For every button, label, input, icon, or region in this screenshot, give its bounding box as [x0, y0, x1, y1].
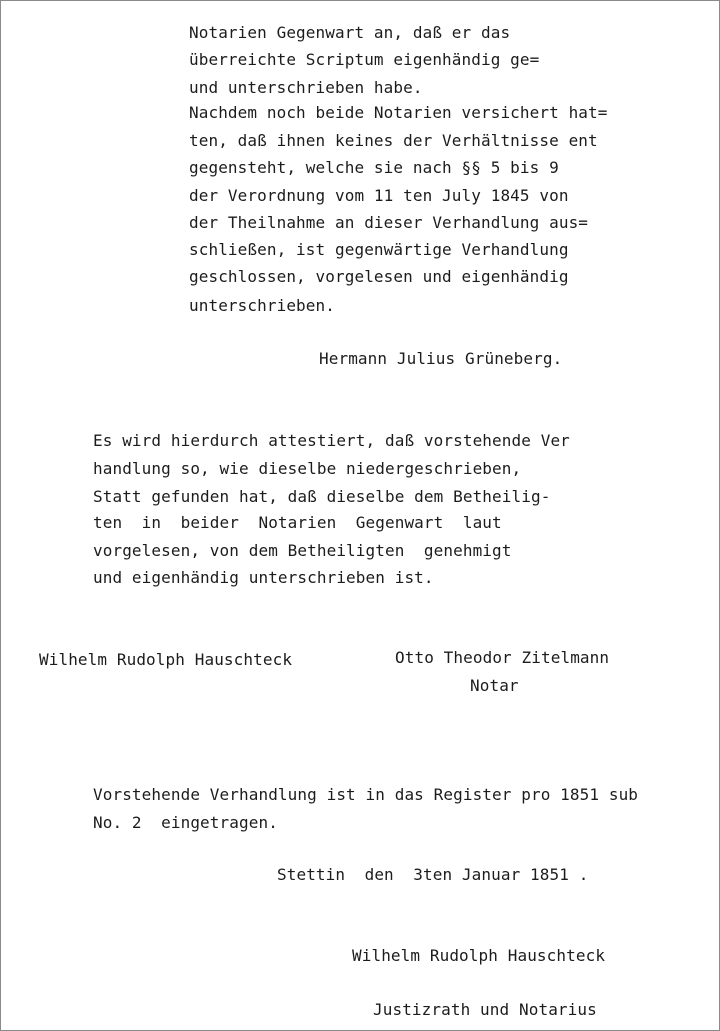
- paragraph1-line-1: Notarien Gegenwart an, daß er das: [189, 23, 511, 42]
- paragraph1-line-7: der Verordnung vom 11 ten July 1845 von: [189, 186, 569, 205]
- signature-hauschteck-left: Wilhelm Rudolph Hauschteck: [39, 650, 293, 669]
- paragraph1-line-2: überreichte Scriptum eigenhändig ge=: [189, 50, 540, 69]
- paragraph1-line-11: unterschrieben.: [189, 296, 335, 315]
- signature-zitelmann-title: Notar: [470, 676, 519, 695]
- paragraph2-line-2: handlung so, wie dieselbe niedergeschrieben,: [93, 459, 522, 478]
- register-line-2: No. 2 eingetragen.: [93, 813, 278, 832]
- paragraph1-line-10: geschlossen, vorgelesen und eigenhändig: [189, 267, 569, 286]
- paragraph2-line-5: vorgelesen, von dem Betheiligten genehmigt: [93, 541, 512, 560]
- paragraph1-line-9: schließen, ist gegenwärtige Verhandlung: [189, 240, 569, 259]
- paragraph1-line-4: Nachdem noch beide Notarien versichert hat=: [189, 103, 608, 122]
- signature-grueneberg: Hermann Julius Grüneberg.: [319, 349, 563, 368]
- paragraph2-line-1: Es wird hierdurch attestiert, daß vorstehende Ver: [93, 431, 570, 450]
- final-signature-name: Wilhelm Rudolph Hauschteck: [352, 946, 606, 965]
- paragraph1-line-6: gegensteht, welche sie nach §§ 5 bis 9: [189, 158, 559, 177]
- paragraph1-line-8: der Theilnahme an dieser Verhandlung aus=: [189, 213, 589, 232]
- paragraph2-line-3: Statt gefunden hat, daß dieselbe dem Betheilig-: [93, 487, 551, 506]
- paragraph2-line-6: und eigenhändig unterschrieben ist.: [93, 568, 434, 587]
- signature-zitelmann: Otto Theodor Zitelmann: [395, 648, 610, 667]
- paragraph2-line-4: ten in beider Notarien Gegenwart laut: [93, 513, 502, 532]
- paragraph1-line-5: ten, daß ihnen keines der Verhältnisse ent: [189, 131, 598, 150]
- register-line-1: Vorstehende Verhandlung ist in das Register pro 1851 sub: [93, 785, 639, 804]
- place-date: Stettin den 3ten Januar 1851 .: [277, 865, 589, 884]
- paragraph1-line-3: und unterschrieben habe.: [189, 78, 423, 97]
- final-signature-title: Justizrath und Notarius: [373, 1000, 597, 1019]
